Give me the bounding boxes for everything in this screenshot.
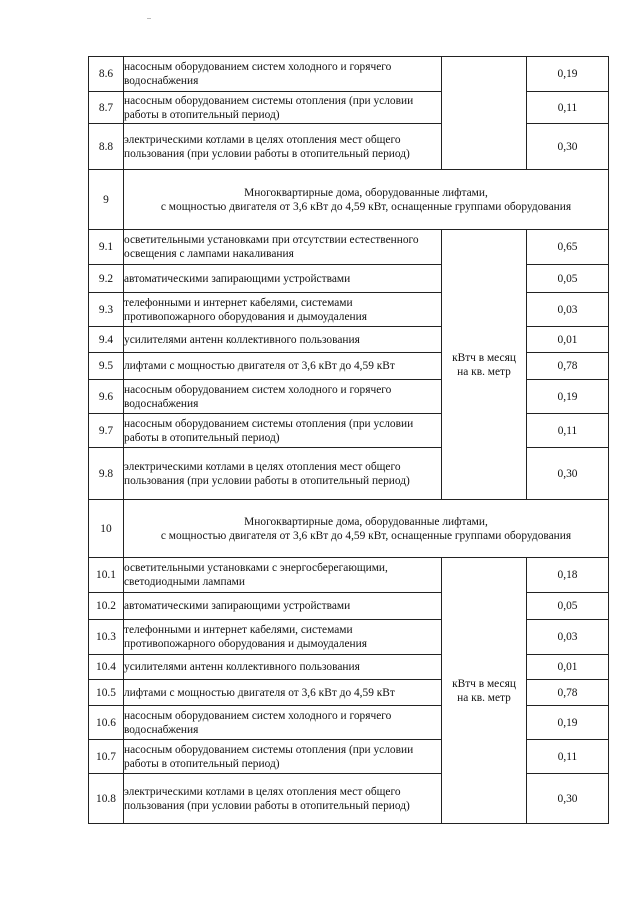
table-row — [89, 655, 609, 680]
table-row — [89, 265, 609, 293]
row-number: 10.2 — [89, 593, 124, 620]
table-row — [89, 414, 609, 448]
row-description: осветительными установками с энергосберегающими, светодиодными лампами — [124, 558, 442, 593]
group-title — [124, 170, 609, 230]
row-value: 0,01 — [527, 327, 609, 353]
row-description: телефонными и интернет кабелями, системами противопожарного оборудования и дымоудаления — [124, 293, 442, 327]
row-description: насосным оборудованием систем холодного и горячего водоснабжения — [124, 706, 442, 740]
unit-label: кВтч в месяц — [452, 351, 516, 364]
row-value: 0,30 — [527, 124, 609, 170]
row-description: лифтами с мощностью двигателя от 3,6 кВт до 4,59 кВт — [124, 353, 442, 380]
row-value: 0,11 — [527, 414, 609, 448]
row-description: телефонными и интернет кабелями, системами противопожарного оборудования и дымоудаления — [124, 620, 442, 655]
table-row — [89, 448, 609, 500]
group-header-row — [89, 170, 609, 230]
unit-label: на кв. метр — [457, 691, 511, 704]
group-title-line: с мощностью двигателя от 3,6 кВт до 4,59 кВт, оснащенные группами оборудования — [160, 200, 572, 213]
row-description: усилителями антенн коллективного пользования — [124, 327, 442, 353]
row-number: 9.5 — [89, 353, 124, 380]
row-value: 0,03 — [527, 620, 609, 655]
row-description: насосным оборудованием систем холодного и горячего водоснабжения — [124, 380, 442, 414]
row-description: автоматическими запирающими устройствами — [124, 593, 442, 620]
row-value: 0,19 — [527, 706, 609, 740]
group-title-line: Многоквартирные дома, оборудованные лифтами, — [244, 515, 488, 528]
row-number: 8.6 — [89, 57, 124, 92]
table-row — [89, 558, 609, 593]
row-number: 10.4 — [89, 655, 124, 680]
row-value: 0,05 — [527, 593, 609, 620]
row-number: 9.3 — [89, 293, 124, 327]
group-number: 9 — [89, 170, 124, 230]
row-number: 10.8 — [89, 774, 124, 824]
row-number: 9.4 — [89, 327, 124, 353]
row-value: 0,78 — [527, 353, 609, 380]
group-title-line: с мощностью двигателя от 3,6 кВт до 4,59 кВт, оснащенные группами оборудования — [160, 529, 572, 542]
group-title-line: Многоквартирные дома, оборудованные лифтами, — [244, 186, 488, 199]
table-row — [89, 620, 609, 655]
row-value: 0,03 — [527, 293, 609, 327]
table-row — [89, 230, 609, 265]
row-value: 0,19 — [527, 380, 609, 414]
unit-cell — [442, 558, 527, 824]
unit-cell — [442, 230, 527, 500]
row-description: насосным оборудованием системы отопления (при условии работы в отопительный период) — [124, 414, 442, 448]
row-description: усилителями антенн коллективного пользования — [124, 655, 442, 680]
row-number: 10.5 — [89, 680, 124, 706]
table-row — [89, 706, 609, 740]
row-description: осветительными установками при отсутствии естественного освещения с лампами накаливания — [124, 230, 442, 265]
row-number: 10.7 — [89, 740, 124, 774]
table-row — [89, 293, 609, 327]
row-number: 9.8 — [89, 448, 124, 500]
row-description: насосным оборудованием систем холодного и горячего водоснабжения — [124, 57, 442, 92]
table-row — [89, 92, 609, 124]
row-value: 0,11 — [527, 740, 609, 774]
table-row — [89, 380, 609, 414]
group-title — [124, 500, 609, 558]
row-description: электрическими котлами в целях отопления мест общего пользования (при условии работы в отопительный период) — [124, 124, 442, 170]
row-number: 10.3 — [89, 620, 124, 655]
table-row — [89, 774, 609, 824]
table-row — [89, 124, 609, 170]
row-description: электрическими котлами в целях отопления мест общего пользования (при условии работы в отопительный период) — [124, 448, 442, 500]
table-row — [89, 740, 609, 774]
row-number: 8.7 — [89, 92, 124, 124]
scan-mark — [147, 18, 151, 19]
group-number: 10 — [89, 500, 124, 558]
row-number: 10.6 — [89, 706, 124, 740]
table-row — [89, 680, 609, 706]
row-description: автоматическими запирающими устройствами — [124, 265, 442, 293]
unit-label: на кв. метр — [457, 365, 511, 378]
group-header-row — [89, 500, 609, 558]
row-value: 0,30 — [527, 448, 609, 500]
row-description: электрическими котлами в целях отопления мест общего пользования (при условии работы в отопительный период) — [124, 774, 442, 824]
row-value: 0,11 — [527, 92, 609, 124]
row-number: 9.7 — [89, 414, 124, 448]
row-number: 9.2 — [89, 265, 124, 293]
unit-label: кВтч в месяц — [452, 677, 516, 690]
table-row — [89, 593, 609, 620]
consumption-norms-table — [88, 56, 609, 824]
row-value: 0,01 — [527, 655, 609, 680]
row-value: 0,78 — [527, 680, 609, 706]
table-row — [89, 353, 609, 380]
row-number: 8.8 — [89, 124, 124, 170]
row-number: 9.6 — [89, 380, 124, 414]
unit-cell — [442, 57, 527, 170]
row-value: 0,18 — [527, 558, 609, 593]
row-value: 0,05 — [527, 265, 609, 293]
table-row — [89, 57, 609, 92]
row-description: лифтами с мощностью двигателя от 3,6 кВт до 4,59 кВт — [124, 680, 442, 706]
row-value: 0,30 — [527, 774, 609, 824]
row-value: 0,65 — [527, 230, 609, 265]
row-value: 0,19 — [527, 57, 609, 92]
row-description: насосным оборудованием системы отопления (при условии работы в отопительный период) — [124, 92, 442, 124]
row-number: 9.1 — [89, 230, 124, 265]
row-description: насосным оборудованием системы отопления (при условии работы в отопительный период) — [124, 740, 442, 774]
table-row — [89, 327, 609, 353]
row-number: 10.1 — [89, 558, 124, 593]
